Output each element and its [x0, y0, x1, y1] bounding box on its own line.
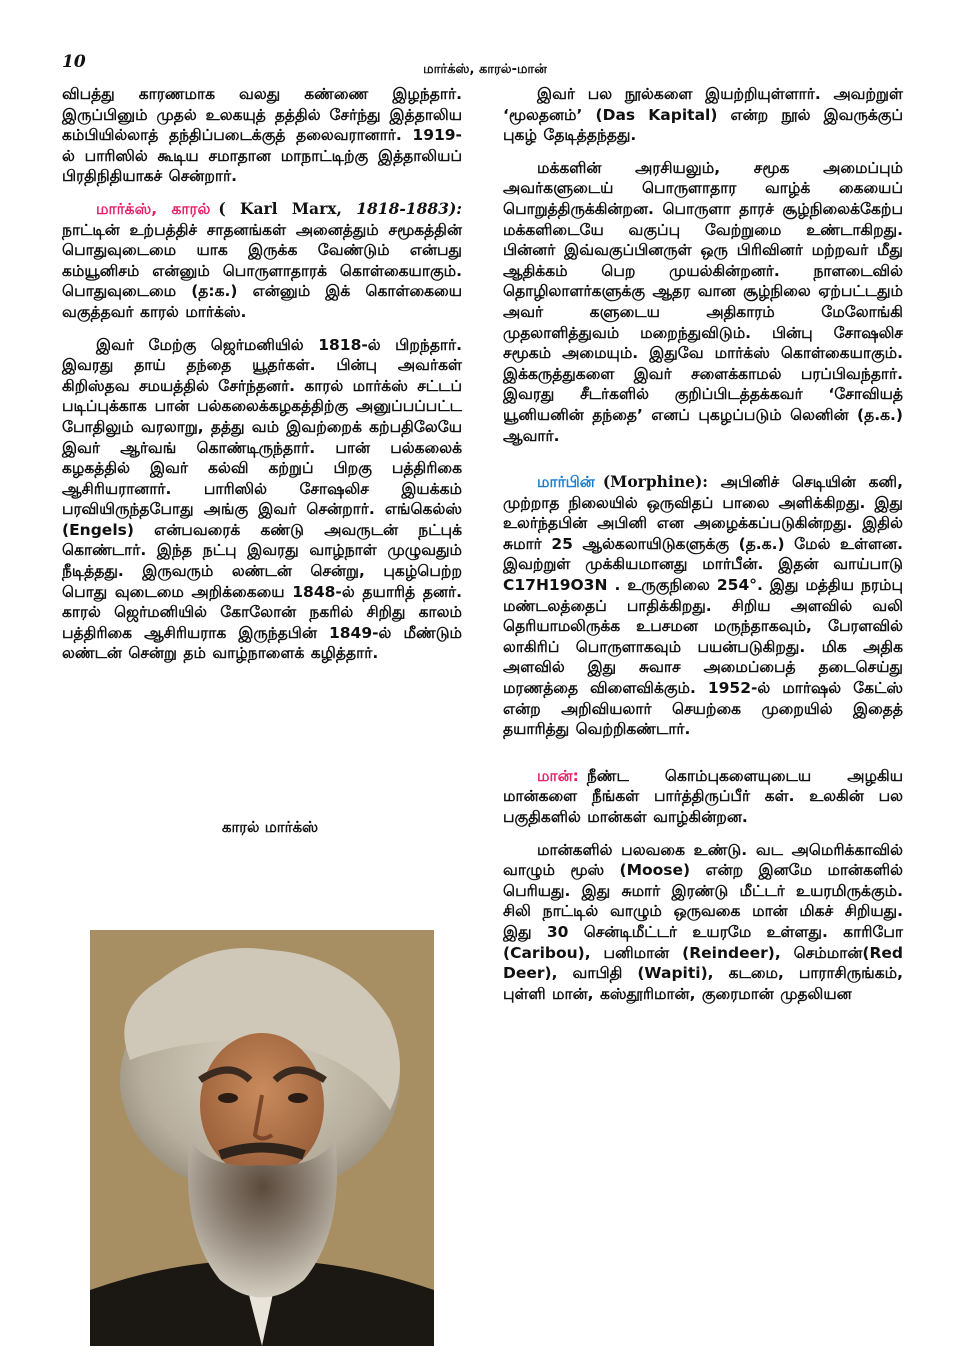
- entry-latin-marx: ( Karl Marx,: [218, 198, 342, 218]
- entry-morphine: [503, 472, 903, 740]
- entry-maan: [503, 766, 903, 828]
- entry-title-morphine: மார்பின்: [537, 473, 595, 492]
- paragraph-marx-theory: மக்களின் அரசியலும், சமூக அமைப்பும் அவர்களுடைய் பொருளாதார வாழ்க் கையைப் பொறுத்திருக்கின்றன. பொருளா தாரச் சூழ்நிலைக்கேற்ப மக்களிடையே வகுப்பு வேற்றுமை உண்டாகிறது. பின்னர் இவ்வகுப்பினருள் ஒரு பிரிவினர் மற்றவர் மீது ஆதிக்கம் பெற முயல்கின்றனர். நாளடைவில் தொழிலாளர்களுக்கு ஆதர வான சூழ்நிலை ஏற்பட்டதும் அவர் களுடைய அதிகாரம் மேலோங்கி முதலாளித்துவம் மறைந்துவிடும். பின்பு சோஷலிச சமூகம் அமையும். இதுவே மார்க்ஸ் கொள்கையாகும். இக்கருத்துகளை இவர் சளைக்காமல் பரப்பிவந்தார். இவரது சீடர்களில் குறிப்பிடத்தக்கவர் ‘சோவியத் யூனியனின் தந்தை’ எனப் புகழப்படும் லெனின் (த.க.) ஆவார்.: [503, 158, 903, 445]
- entry-title-marx: மார்க்ஸ், காரல்: [96, 199, 211, 218]
- entry-marx: [62, 199, 462, 323]
- portrait-caption: காரல் மார்க்ஸ்: [221, 818, 319, 836]
- left-column: [62, 84, 462, 664]
- entry-dates-marx: 1818-1883):: [356, 198, 463, 218]
- page-number: 10: [62, 52, 86, 72]
- entry-title-maan: மான்:: [537, 766, 579, 785]
- running-head: மார்க்ஸ், காரல்-மான்: [423, 62, 547, 77]
- portrait-illustration: [90, 930, 434, 1346]
- entry-body-maan: நீண்ட கொம்புகளையுடைய அழகிய மான்களை நீங்கள் பார்த்திருப்பீர் கள். உலகின் பல பகுதிகளில் மான்கள் வாழ்கின்றன.: [503, 766, 903, 826]
- entry-body-morphine: அபினிச் செடியின் கனி, முற்றாத நிலையில் ஒருவிதப் பாலை அளிக்கிறது. இது உலர்ந்தபின் அபினி என அழைக்கப்படுகின்றது. இதில் சுமார் 25 ஆல்கலாயிடுகளுக்கு (த.க.) மேல் உள்ளன. இவற்றுள் முக்கியமானது மார்பீன். இதன் வாய்பாடு C17H19O3N . உருகுநிலை 254°. இது மத்திய நரம்பு மண்டலத்தைப் பாதிக்கிறது. சிறிய அளவில் வலி தெரியாமலிருக்க உபசமன மருந்தாகவும், பேரளவில் லாகிரிப் பொருளாகவும் பயன்படுகிறது. மிக அதிக அளவில் இது சுவாச அமைப்பைத் தடைசெய்து மரணத்தை விளைவிக்கும். 1952-ல் மார்ஷல் கேட்ஸ் என்ற அறிவியலார் செயற்கை முறையில் இதைத் தயாரித்து வெற்றிகண்டார்.: [503, 473, 903, 739]
- entry-latin-morphine: (Morphine):: [602, 472, 709, 492]
- marx-portrait: [90, 930, 434, 1346]
- paragraph-deer-types: மான்களில் பலவகை உண்டு. வட அமெரிக்காவில் வாழும் மூஸ் (Moose) என்ற இனமே மான்களில் பெரியது. இது சுமார் இரண்டு மீட்டர் உயரமிருக்கும். சிலி நாட்டில் வாழும் ஒருவகை மான் மிகச் சிறியது. இது 30 சென்டிமீட்டர் உயரமே உள்ளது. காரிபோ (Caribou), பனிமான் (Reindeer), செம்மான்(Red Deer), வாபிதி (Wapiti), கடமை, பாராசிருங்கம், புள்ளி மான், கஸ்தூரிமான், குரைமான் முதலியன: [503, 840, 903, 1003]
- paragraph-intro: விபத்து காரணமாக வலது கண்ணை இழந்தார். இருப்பினும் முதல் உலகயுத் தத்தில் சேர்ந்து இத்தாலிய கம்பியில்லாத் தந்திப்படைக்குத் தலைவரானார். 1919-ல் பாரிஸில் கூடிய சமாதான மாநாட்டிற்கு இத்தாலியப் பிரதிநிதியாகச் சென்றார்.: [62, 85, 462, 186]
- right-column: [503, 84, 903, 1004]
- paragraph-das-kapital: இவர் பல நூல்களை இயற்றியுள்ளார். அவற்றுள் ‘மூலதனம்’ (Das Kapital) என்ற நூல் இவருக்குப் புகழ் தேடித்தந்தது.: [503, 85, 903, 145]
- entry-body-marx: நாட்டின் உற்பத்திச் சாதனங்கள் அனைத்தும் சமூகத்தின் பொதுவுடைமை யாக இருக்க வேண்டும் என்பது கம்யூனிசம் என்னும் பொருளாதாரக் கொள்கையாகும். பொதுவுடைமை (த:க.) என்னும் இக் கொள்கையை வகுத்தவர் காரல் மார்க்ஸ்.: [62, 220, 462, 321]
- paragraph-marx-life: இவர் மேற்கு ஜெர்மனியில் 1818-ல் பிறந்தார். இவரது தாய் தந்தை யூதர்கள். பின்பு அவர்கள் கிறிஸ்தவ சமயத்தில் சேர்ந்தனர். காரல் மார்க்ஸ் சட்டப் படிப்புக்காக பான் பல்கலைக்கழகத்திற்கு அனுப்பப்பட்ட போதிலும் வரலாறு, தத்து வம் இவற்றைக் கற்பதிலேயே இவர் ஆர்வங் கொண்டிருந்தார். பான் பல்கலைக் கழகத்தில் இவர் கல்வி கற்றுப் பிறகு பத்திரிகை ஆசிரியரானார். பாரிஸில் சோஷலிச இயக்கம் பரவியிருந்தபோது அங்கு இவர் சென்றார். எங்கெல்ஸ் (Engels) என்பவரைக் கண்டு அவருடன் நட்புக் கொண்டார். இந்த நட்பு இவரது வாழ்நாள் முழுவதும் நீடித்தது. இருவரும் லண்டன் சென்று, புகழ்பெற்ற பொது வுடைமை அறிக்கையை 1848-ல் தயாரித் தனர். காரல் ஜெர்மனியில் கோலோன் நகரில் சிறிது காலம் பத்திரிகை ஆசிரியராக இருந்தபின் 1849-ல் மீண்டும் லண்டன் சென்று தம் வாழ்நாளைக் கழித்தார்.: [62, 335, 462, 663]
